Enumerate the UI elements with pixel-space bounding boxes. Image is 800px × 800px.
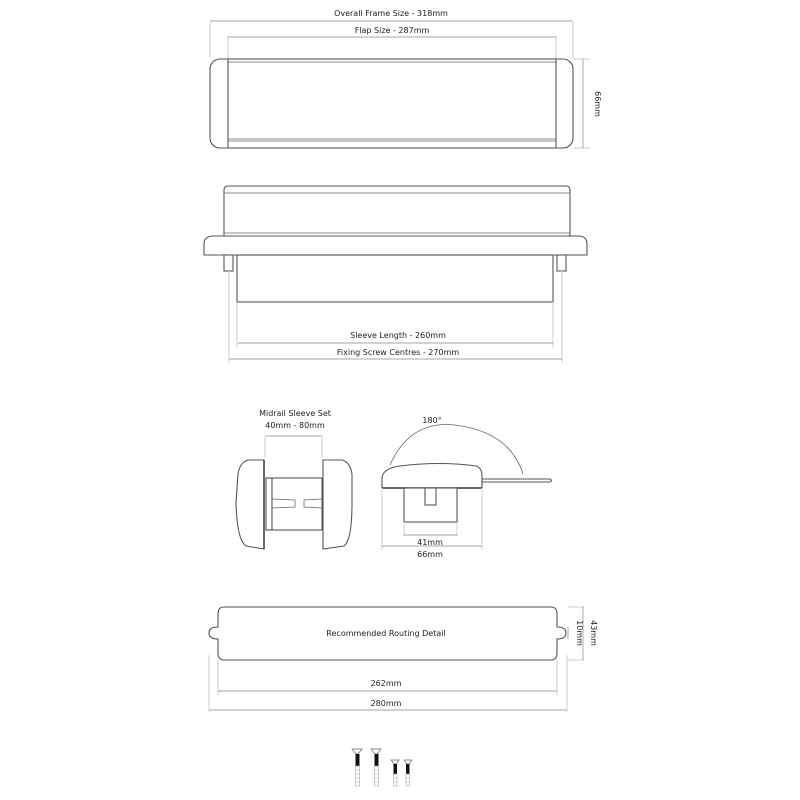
routing-title: Recommended Routing Detail	[326, 629, 446, 638]
flap-body	[224, 186, 570, 236]
midrail-title: Midrail Sleeve Set	[259, 409, 331, 418]
routing-detail	[209, 607, 598, 712]
base-plate	[204, 236, 587, 255]
overall-frame-label: Overall Frame Size - 318mm	[334, 9, 448, 18]
midrail-sleeve-body	[266, 478, 322, 530]
inner-length-label: 262mm	[370, 679, 402, 688]
sleeve-length-label: Sleeve Length - 260mm	[350, 331, 446, 340]
screw-set	[352, 749, 412, 786]
midrail-cap-left	[236, 460, 264, 549]
height-label: 66mm	[593, 91, 602, 117]
short-screw-icon	[391, 760, 399, 786]
midrail-sleeve-set	[236, 409, 352, 549]
fixing-post-left	[224, 255, 233, 271]
outer-width-label: 66mm	[417, 550, 443, 559]
inner-width-label: 41mm	[417, 538, 443, 547]
midrail-range-label: 40mm - 80mm	[265, 421, 325, 430]
fixing-post-right	[557, 255, 566, 271]
front-view	[210, 9, 602, 148]
short-screw-icon	[404, 760, 412, 786]
routing-height-label: 43mm	[589, 620, 598, 646]
profile-post	[425, 488, 436, 505]
angle-label: 180°	[422, 416, 442, 425]
flap-arm	[482, 479, 552, 482]
long-screw-icon	[371, 749, 381, 786]
long-screw-icon	[352, 749, 362, 786]
midrail-cap-right	[323, 460, 352, 549]
flap-profile	[382, 464, 482, 489]
flap	[228, 59, 556, 148]
outer-length-label: 280mm	[370, 699, 402, 708]
tab-height-label: 10mm	[575, 620, 584, 646]
sleeve	[237, 255, 553, 302]
side-view	[204, 186, 587, 363]
profile-view	[382, 416, 552, 559]
flap-label: Flap Size - 287mm	[354, 26, 430, 35]
screw-centres-label: Fixing Screw Centres - 270mm	[336, 348, 460, 357]
